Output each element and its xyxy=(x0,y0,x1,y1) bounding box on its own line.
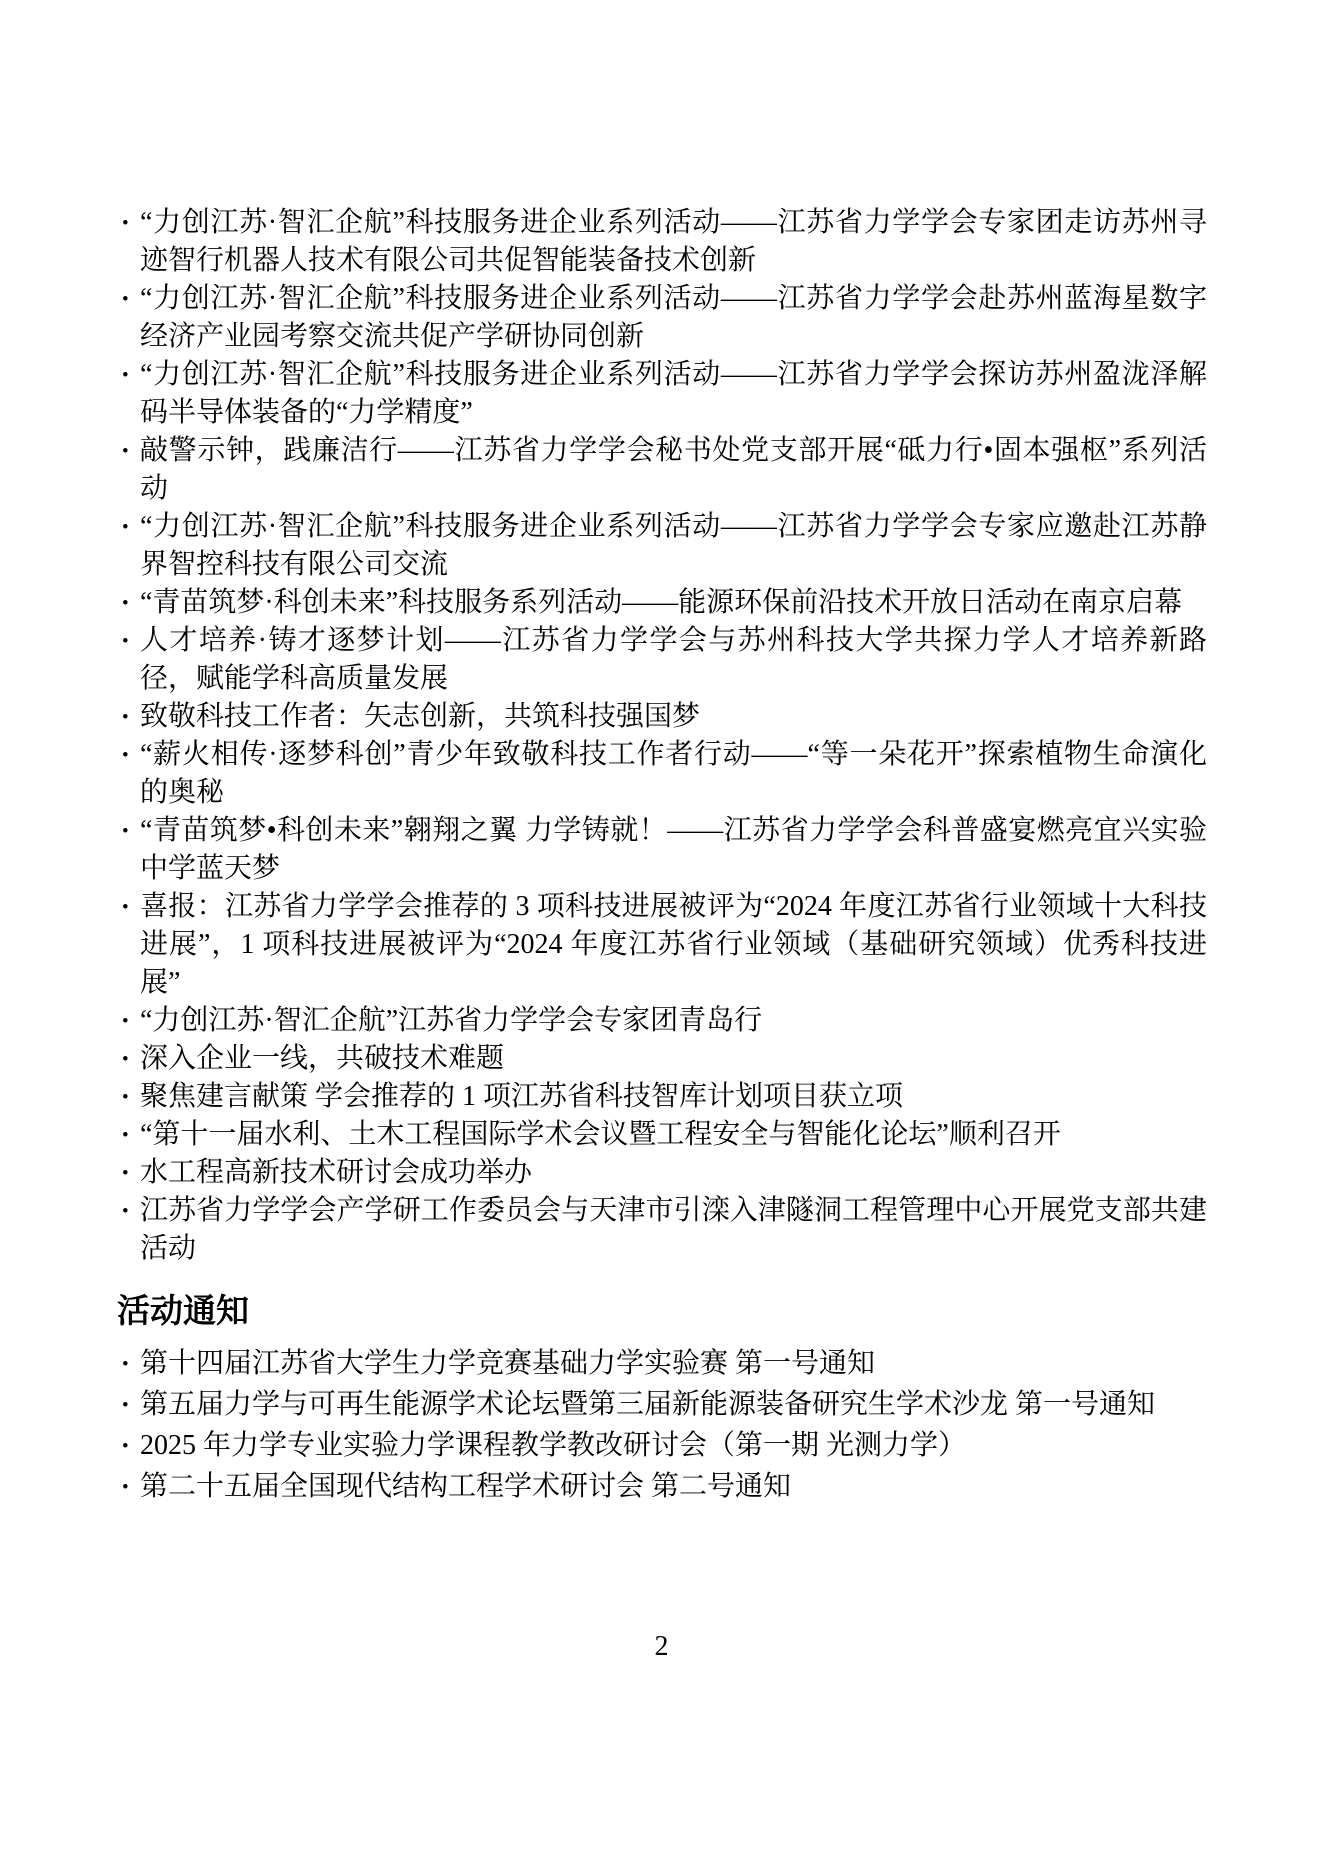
notice-list xyxy=(117,1345,1207,1506)
bullet-icon: • xyxy=(122,1087,129,1108)
list-item xyxy=(117,1078,1207,1116)
news-item-text: 深入企业一线，共破技术难题 xyxy=(140,1043,505,1074)
bullet-icon: • xyxy=(122,441,129,462)
bullet-icon: • xyxy=(122,897,129,918)
notice-item-text: 第二十五届全国现代结构工程学术研讨会 第二号通知 xyxy=(140,1471,792,1502)
news-item-text: 江苏省力学学会产学研工作委员会与天津市引滦入津隧洞工程管理中心开展党支部共建活动 xyxy=(140,1195,1207,1264)
bullet-icon: • xyxy=(122,821,129,842)
bullet-icon: • xyxy=(122,1125,129,1146)
bullet-icon: • xyxy=(122,1436,129,1457)
list-item xyxy=(117,204,1207,280)
list-item xyxy=(117,584,1207,622)
news-item-text: “薪火相传·逐梦科创”青少年致敬科技工作者行动——“等一朵花开”探索植物生命演化的奥秘 xyxy=(140,739,1207,808)
bullet-icon: • xyxy=(122,213,129,234)
list-item xyxy=(117,1345,1207,1383)
page-content xyxy=(117,204,1207,1509)
bullet-icon: • xyxy=(122,1354,129,1375)
page-number: 2 xyxy=(654,1631,669,1662)
news-item-text: 敲警示钟，践廉洁行——江苏省力学学会秘书处党支部开展“砥力行•固本强枢”系列活动 xyxy=(140,435,1207,504)
bullet-icon: • xyxy=(122,1011,129,1032)
news-item-text: “力创江苏·智汇企航”科技服务进企业系列活动——江苏省力学学会专家团走访苏州寻迹智行机器人技术有限公司共促智能装备技术创新 xyxy=(140,207,1207,276)
list-item xyxy=(117,356,1207,432)
bullet-icon: • xyxy=(122,1049,129,1070)
list-item xyxy=(117,888,1207,1002)
bullet-icon: • xyxy=(122,1477,129,1498)
news-item-text: 水工程高新技术研讨会成功举办 xyxy=(140,1157,533,1188)
list-item xyxy=(117,1386,1207,1424)
bullet-icon: • xyxy=(122,1395,129,1416)
list-item xyxy=(117,508,1207,584)
list-item xyxy=(117,1040,1207,1078)
bullet-icon: • xyxy=(122,707,129,728)
bullet-icon: • xyxy=(122,1163,129,1184)
notice-item-text: 第五届力学与可再生能源学术论坛暨第三届新能源装备研究生学术沙龙 第一号通知 xyxy=(140,1389,1156,1420)
news-item-text: “青苗筑梦•科创未来”翱翔之翼 力学铸就！——江苏省力学学会科普盛宴燃亮宜兴实验中学蓝天梦 xyxy=(140,815,1207,884)
section-heading-activity-notices: 活动通知 xyxy=(117,1292,249,1329)
news-item-text: 人才培养·铸才逐梦计划——江苏省力学学会与苏州科技大学共探力学人才培养新路径，赋能学科高质量发展 xyxy=(140,625,1207,694)
notice-item-text: 2025 年力学专业实验力学课程教学教改研讨会（第一期 光测力学） xyxy=(140,1430,967,1461)
list-item xyxy=(117,698,1207,736)
list-item xyxy=(117,622,1207,698)
list-item xyxy=(117,1154,1207,1192)
bullet-icon: • xyxy=(122,631,129,652)
bullet-icon: • xyxy=(122,517,129,538)
list-item xyxy=(117,1002,1207,1040)
bullet-icon: • xyxy=(122,745,129,766)
notice-item-text: 第十四届江苏省大学生力学竞赛基础力学实验赛 第一号通知 xyxy=(140,1348,876,1379)
bullet-icon: • xyxy=(122,1201,129,1222)
list-item xyxy=(117,1468,1207,1506)
list-item xyxy=(117,1116,1207,1154)
news-item-text: “力创江苏·智汇企航”科技服务进企业系列活动——江苏省力学学会专家应邀赴江苏静界智控科技有限公司交流 xyxy=(140,511,1207,580)
news-item-text: “力创江苏·智汇企航”科技服务进企业系列活动——江苏省力学学会赴苏州蓝海星数字经济产业园考察交流共促产学研协同创新 xyxy=(140,283,1207,352)
news-item-text: 聚焦建言献策 学会推荐的 1 项江苏省科技智库计划项目获立项 xyxy=(140,1081,904,1112)
news-item-text: “力创江苏·智汇企航”江苏省力学学会专家团青岛行 xyxy=(140,1005,763,1036)
list-item xyxy=(117,280,1207,356)
news-item-text: “青苗筑梦·科创未来”科技服务系列活动——能源环保前沿技术开放日活动在南京启幕 xyxy=(140,587,1183,618)
list-item xyxy=(117,432,1207,508)
list-item xyxy=(117,1427,1207,1465)
list-item xyxy=(117,812,1207,888)
list-item xyxy=(117,736,1207,812)
bullet-icon: • xyxy=(122,289,129,310)
list-item xyxy=(117,1192,1207,1268)
bullet-icon: • xyxy=(122,593,129,614)
news-item-text: 喜报：江苏省力学学会推荐的 3 项科技进展被评为“2024 年度江苏省行业领域十大科技进展”，1 项科技进展被评为“2024 年度江苏省行业领域（基础研究领域）优秀科技进展” xyxy=(140,891,1207,998)
bullet-icon: • xyxy=(122,365,129,386)
news-list xyxy=(117,204,1207,1268)
news-item-text: “力创江苏·智汇企航”科技服务进企业系列活动——江苏省力学学会探访苏州盈泷泽解码半导体装备的“力学精度” xyxy=(140,359,1207,428)
news-item-text: “第十一届水利、土木工程国际学术会议暨工程安全与智能化论坛”顺利召开 xyxy=(140,1119,1061,1150)
news-item-text: 致敬科技工作者：矢志创新，共筑科技强国梦 xyxy=(140,701,701,732)
